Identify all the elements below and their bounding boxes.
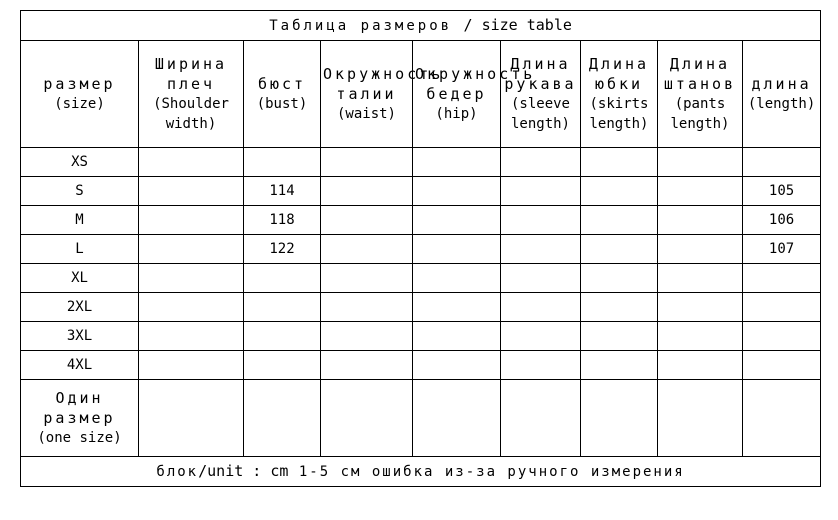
- cell: 106: [743, 206, 821, 235]
- cell: [139, 380, 244, 457]
- table-title: [21, 11, 821, 41]
- cell: [244, 380, 321, 457]
- cell: [658, 148, 743, 177]
- table-row: [21, 148, 821, 177]
- cell: [743, 148, 821, 177]
- cell: [743, 322, 821, 351]
- cell: [658, 206, 743, 235]
- cell: 107: [743, 235, 821, 264]
- cell: [321, 322, 413, 351]
- table-row: [21, 177, 821, 206]
- cell: 118: [244, 206, 321, 235]
- cell: [244, 293, 321, 322]
- cell: [743, 264, 821, 293]
- cell: [658, 322, 743, 351]
- cell: [413, 380, 501, 457]
- cell: [658, 264, 743, 293]
- cell: [413, 177, 501, 206]
- cell: [244, 351, 321, 380]
- cell: [658, 293, 743, 322]
- col-header-hip: Окружность бедер (hip): [413, 41, 501, 148]
- col-header-sleeve: Длина рукава (sleeve length): [501, 41, 581, 148]
- table-row: [21, 293, 821, 322]
- col-header-bust: бюст (bust): [244, 41, 321, 148]
- cell: [501, 293, 581, 322]
- header-row: [21, 41, 821, 148]
- size-label: 2XL: [21, 293, 139, 322]
- cell: [743, 351, 821, 380]
- col-header-shoulder: Ширина плеч (Shoulder width): [139, 41, 244, 148]
- footer-note: [21, 457, 821, 487]
- table-row: [21, 351, 821, 380]
- cell: [501, 206, 581, 235]
- cell: [321, 148, 413, 177]
- cell: [743, 380, 821, 457]
- cell: [581, 322, 658, 351]
- cell: [501, 177, 581, 206]
- cell: [139, 177, 244, 206]
- cell: 114: [244, 177, 321, 206]
- cell: 105: [743, 177, 821, 206]
- size-label: L: [21, 235, 139, 264]
- cell: [501, 264, 581, 293]
- size-table: [20, 10, 821, 487]
- col-header-size: размер (size): [21, 41, 139, 148]
- cell: [321, 293, 413, 322]
- footer-unit-en: /unit : cm: [198, 462, 289, 480]
- cell: [501, 380, 581, 457]
- cell: [413, 351, 501, 380]
- cell: [413, 206, 501, 235]
- size-label: XL: [21, 264, 139, 293]
- cell: [139, 322, 244, 351]
- cell: [581, 235, 658, 264]
- cell: [139, 235, 244, 264]
- size-label: 3XL: [21, 322, 139, 351]
- size-table-frame: [20, 10, 820, 487]
- cell: [581, 148, 658, 177]
- cell: [501, 148, 581, 177]
- cell: [321, 177, 413, 206]
- cell: [139, 148, 244, 177]
- cell: [244, 148, 321, 177]
- cell: [413, 235, 501, 264]
- cell: [321, 206, 413, 235]
- cell: [501, 235, 581, 264]
- size-label: M: [21, 206, 139, 235]
- col-header-length: длина (length): [743, 41, 821, 148]
- table-row: [21, 206, 821, 235]
- cell: [413, 148, 501, 177]
- cell: [658, 351, 743, 380]
- cell: [321, 264, 413, 293]
- cell: [581, 264, 658, 293]
- table-title-ru: Таблица размеров: [269, 18, 453, 34]
- table-row: [21, 264, 821, 293]
- cell: [658, 380, 743, 457]
- one-size-label: Один размер (one size): [21, 380, 139, 457]
- cell: [244, 322, 321, 351]
- footer-unit-ru: блок: [156, 464, 199, 480]
- footer-error-note: 1-5 см ошибка из-за ручного измерения: [298, 464, 685, 480]
- cell: [139, 351, 244, 380]
- table-row: [21, 322, 821, 351]
- cell: [244, 264, 321, 293]
- cell: [658, 235, 743, 264]
- size-label: XS: [21, 148, 139, 177]
- table-row: [21, 235, 821, 264]
- cell: [321, 235, 413, 264]
- cell: [321, 351, 413, 380]
- col-header-skirt: Длина юбки (skirts length): [581, 41, 658, 148]
- cell: [501, 322, 581, 351]
- cell: [321, 380, 413, 457]
- cell: [501, 351, 581, 380]
- cell: [413, 264, 501, 293]
- col-header-waist: Окружность талии (waist): [321, 41, 413, 148]
- cell: 122: [244, 235, 321, 264]
- cell: [139, 293, 244, 322]
- col-header-pants: Длина штанов (pants length): [658, 41, 743, 148]
- cell: [581, 380, 658, 457]
- size-label: S: [21, 177, 139, 206]
- cell: [581, 351, 658, 380]
- cell: [413, 322, 501, 351]
- cell: [658, 177, 743, 206]
- cell: [581, 293, 658, 322]
- table-row-one-size: [21, 380, 821, 457]
- cell: [139, 206, 244, 235]
- cell: [581, 177, 658, 206]
- cell: [139, 264, 244, 293]
- table-title-en: / size table: [463, 16, 572, 34]
- cell: [743, 293, 821, 322]
- size-label: 4XL: [21, 351, 139, 380]
- cell: [413, 293, 501, 322]
- cell: [581, 206, 658, 235]
